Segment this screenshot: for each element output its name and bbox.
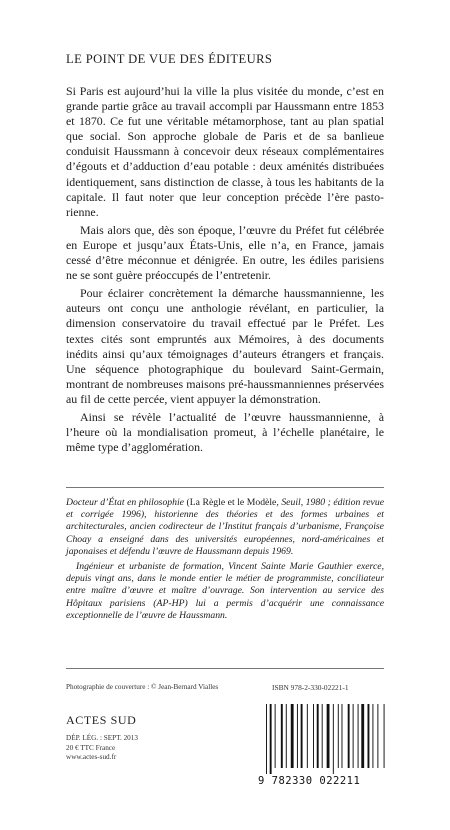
photo-credit: Photographie de couverture : © Jean-Bernard Vialles	[66, 683, 219, 691]
publication-info	[66, 734, 138, 763]
description-text	[66, 84, 384, 458]
bio-choay	[66, 497, 384, 558]
bio-gauthier: Ingénieur et urbaniste de formation, Vincent Sainte Marie Gauthier exerce, depuis vingt ans, dans le monde entier le métier de programmiste, conciliateur entre maître d’œuvre et maître d’ouvrage. Son intervention au service des Hôpitaux parisiens (AP-HP) lui a permis d’acquérir une connaissance exceptionnelle de l’œuvre de Haussmann.	[66, 561, 384, 621]
website-link[interactable]: www.actes-sud.fr	[66, 753, 117, 762]
publisher-name: ACTES SUD	[66, 713, 137, 727]
divider-bottom	[66, 668, 384, 669]
authors-bio	[66, 497, 384, 625]
isbn: ISBN 978-2-330-02221-1	[272, 683, 349, 692]
barcode-digits: 9 782330 022211	[258, 775, 361, 787]
paragraph: Pour éclairer concrètement la démarche haussmannienne, les auteurs ont conçu une anthologie révélant, en particulier, la dimension conservatoire du travail effectué par le Préfet. Les textes cités sont empruntés aux Mémoires, à des documents inédits ainsi qu’aux témoignages d’auteurs étrangers et français. Une séquence photographique du boulevard Saint-Germain, montrant de nombreuses maisons pré-haussmanniennes préservées au fil de cette percée, vient appuyer la démonstration.	[66, 286, 384, 406]
bio-choay-book: (La Règle et le Modèle,	[183, 497, 282, 508]
legal-deposit: DÉP. LÉG. : SEPT. 2013	[66, 734, 138, 742]
paragraph: Ainsi se révèle l’actualité de l’œuvre haussmannienne, à l’heure où la mondialisation promeut, à l’échelle planétaire, le même type d’agglomération.	[66, 409, 384, 455]
bio-choay-title: Docteur d’État en philosophie	[66, 497, 184, 508]
divider-top	[66, 487, 384, 488]
paragraph: Si Paris est aujourd’hui la ville la plus visitée du monde, c’est en grande partie grâce au travail accompli par Haussmann entre 1853 et 1870. Ce fut une véritable métamorphose, tant au plan spatial que social. Son approche globale de Paris et de sa banlieue conduisit Haussmann à concevoir deux réseaux complémentaires d’égouts et d’adduction d’eau potable : deux aménités distribuées identiquement, sans distinction de classe, à tous les habitants de la capitale. Il faut noter que leur conception précède l’ère pastorienne.	[66, 84, 384, 219]
barcode-image	[262, 704, 388, 774]
section-heading: LE POINT DE VUE DES ÉDITEURS	[66, 52, 273, 66]
paragraph: Mais alors que, dès son époque, l’œuvre du Préfet fut célébrée en Europe et jusqu’aux États-Unis, elle n’a, en France, jamais cessé d’être méconnue et dénigrée. En outre, les édiles parisiens ne se sont guère préoccupés de l’entretenir.	[66, 222, 384, 283]
price: 20 € TTC France	[66, 743, 116, 752]
bio-choay-text: Seuil, 1980 ; édition revue et corrigée 1996), historienne des théories et des formes urbaines et architecturales, ancien codirecteur de l’Institut français d’urbanisme, Françoise Choay a enseigné dans des universités européennes, nord-américaines et japonaises et défendu l’œuvre de Haussmann depuis 1969.	[66, 497, 384, 557]
